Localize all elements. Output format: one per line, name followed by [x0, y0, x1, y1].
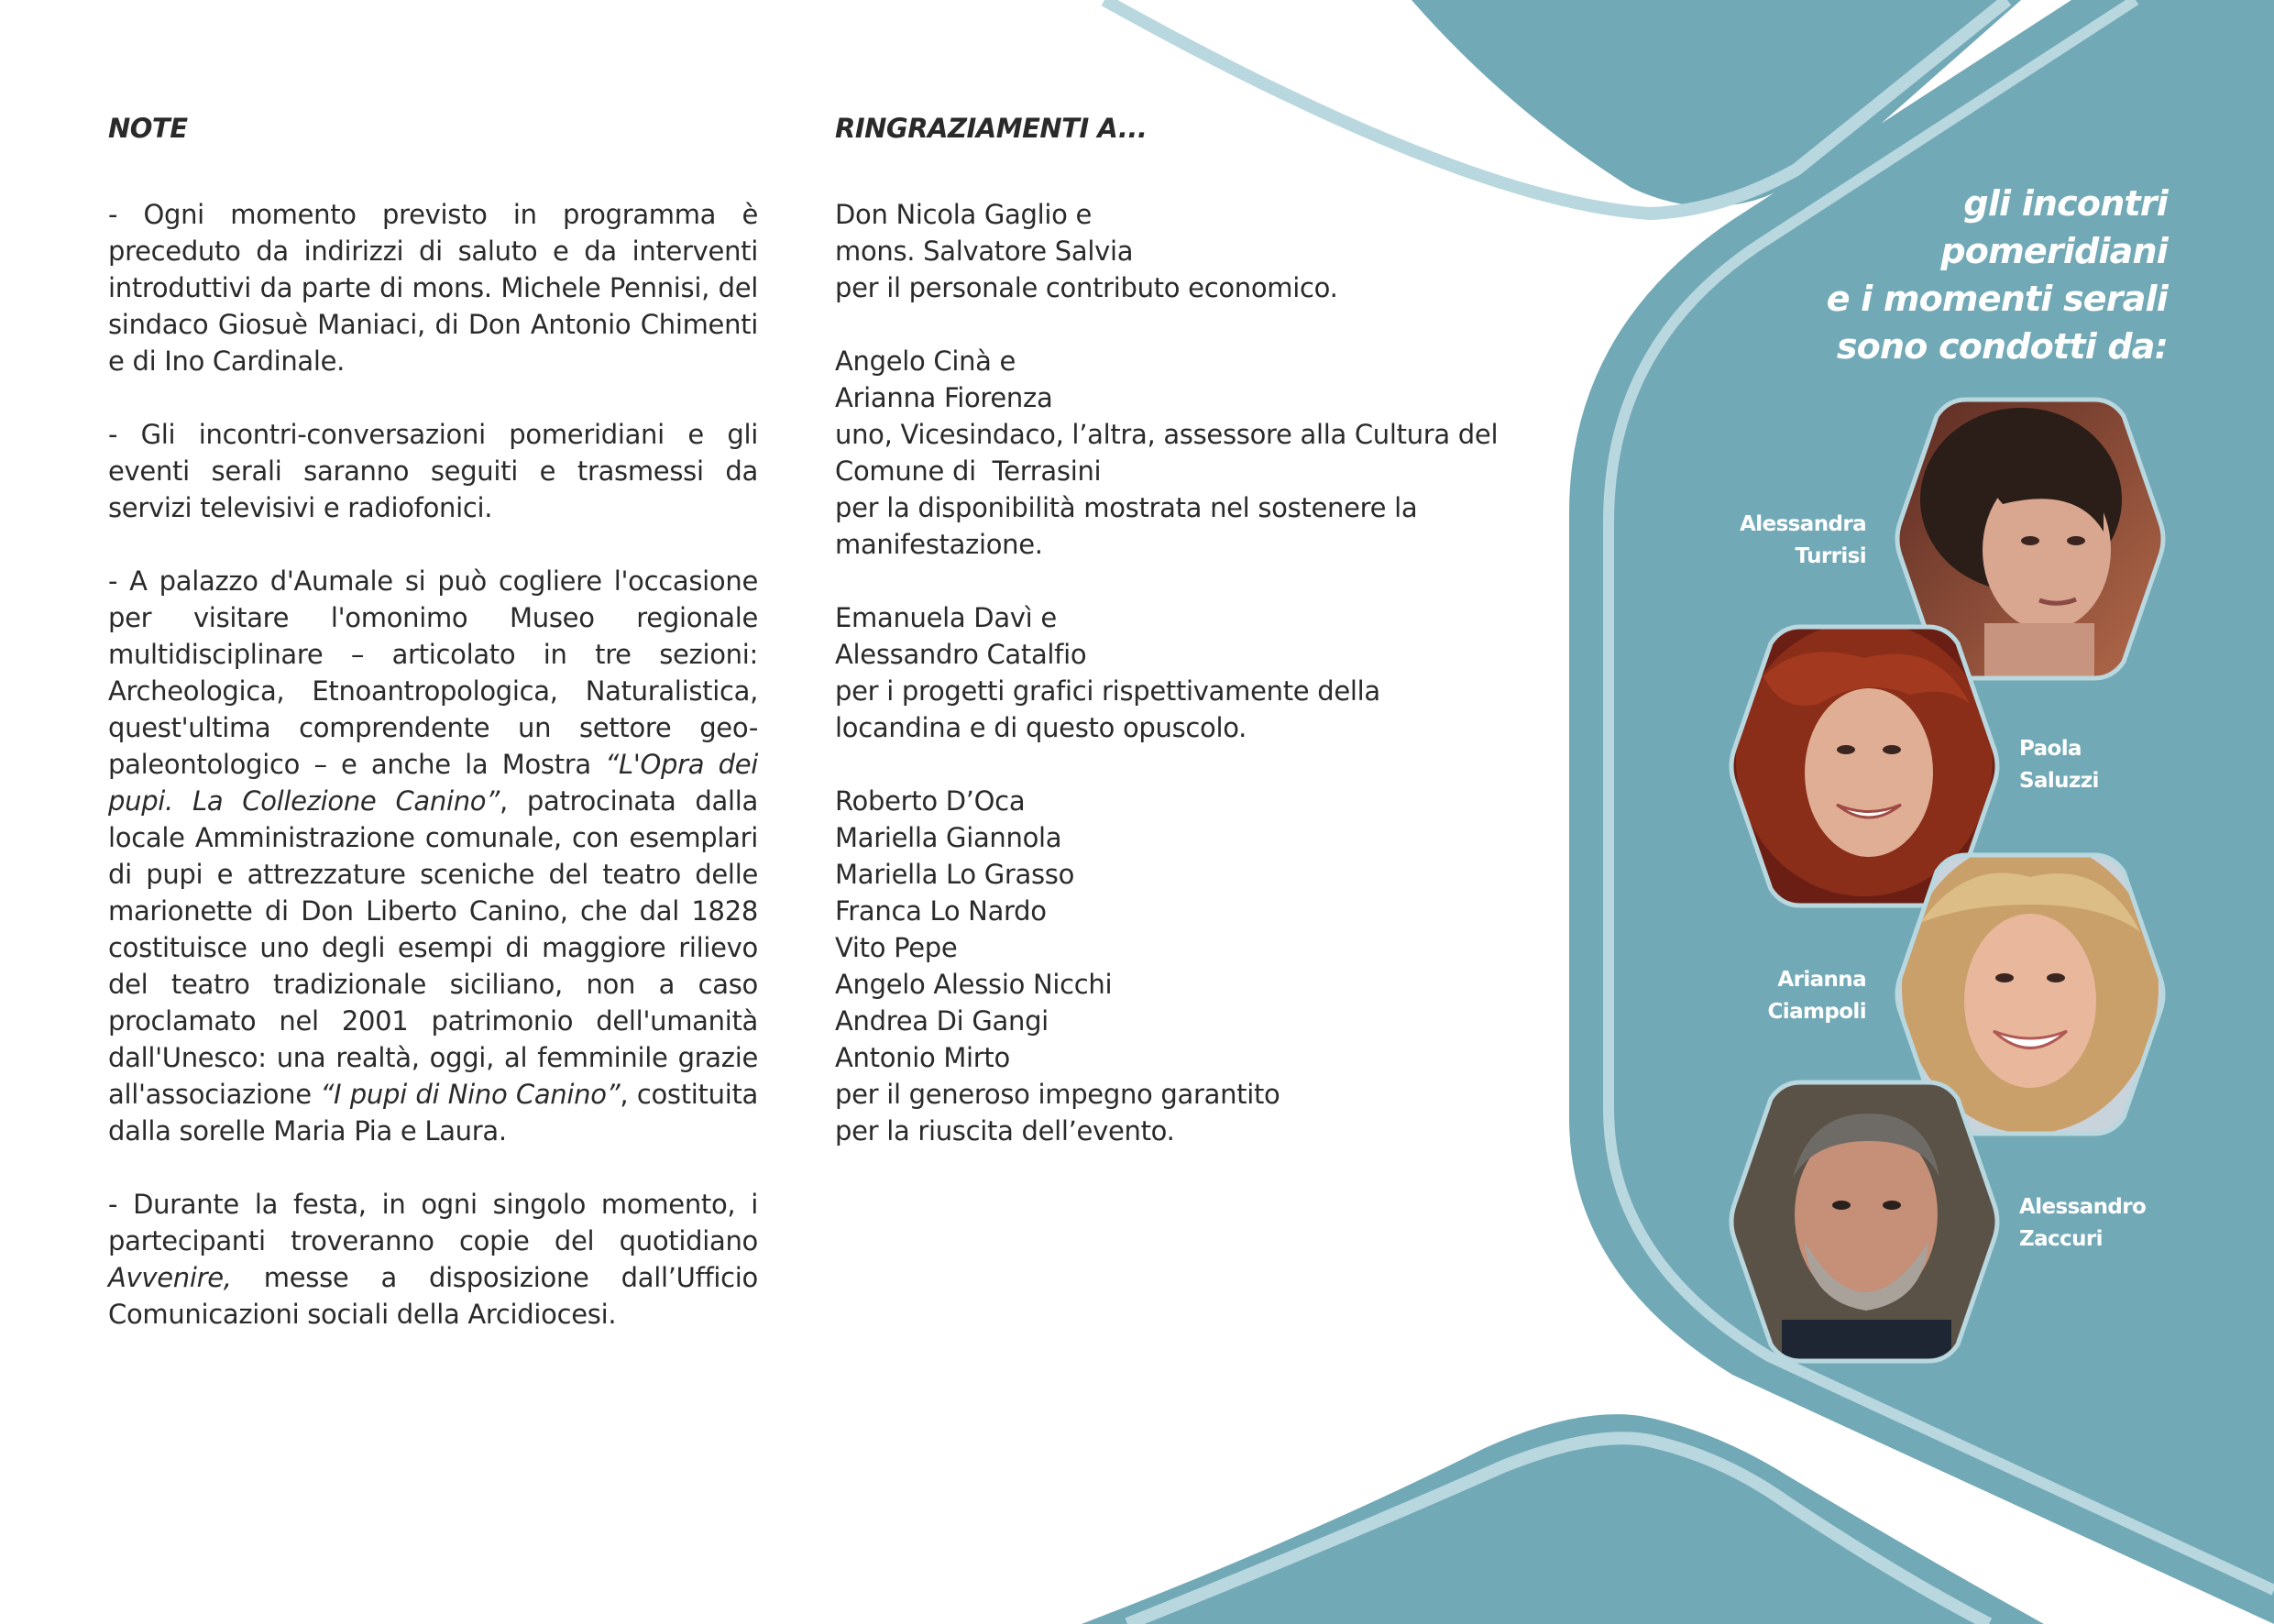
thanks-line: per la riuscita dell’evento.: [835, 1115, 1175, 1147]
thanks-line: mons. Salvatore Salvia: [835, 236, 1134, 267]
thanks-line: manifestazione.: [835, 529, 1043, 560]
thanks-line: Mariella Giannola: [835, 822, 1062, 853]
thanks-line: locandina e di questo opuscolo.: [835, 712, 1247, 743]
host-label-alessandra-turrisi: [1705, 509, 1866, 573]
notes-p3-italic-2: “I pupi di Nino Canino”: [320, 1079, 621, 1110]
thanks-line: Andrea Di Gangi: [835, 1005, 1049, 1037]
thanks-heading: RINGRAZIAMENTI A...: [835, 113, 1148, 144]
host-label-arianna-ciampoli: [1705, 964, 1866, 1028]
host-photo-alessandro-zaccuri: [1727, 1077, 2002, 1366]
host-first-name: Arianna: [1777, 968, 1866, 992]
notes-p3-text-b: , patrocinata dalla locale Amministrazione comunale, con esemplari di pupi e attrezzature sceniche del teatro delle marionette di Don Liberto Canino, che dal 1828 costituisce uno degli esempi di maggiore rilievo del teatro tradizionale siciliano, non a caso proclamato nel 2001 patrimonio dell'umanità dall'Unesco: una realtà, oggi, al femminile grazie all'associazione: [108, 785, 758, 1110]
hosts-title-line: pomeridiani: [1940, 231, 2168, 271]
thanks-line: Emanuela Davì e: [835, 602, 1057, 633]
notes-p4-text-a: - Durante la festa, in ogni singolo momento, i partecipanti troveranno copie del quotidiano: [108, 1189, 758, 1256]
host-last-name: Saluzzi: [2019, 769, 2099, 793]
thanks-line: Arianna Fiorenza: [835, 382, 1053, 413]
notes-column: [108, 106, 758, 1369]
thanks-line: Angelo Cinà e: [835, 346, 1016, 377]
thanks-line: Roberto D’Oca: [835, 785, 1026, 817]
notes-paragraph-1: - Ogni momento previsto in programma è preceduto da indirizzi di saluto e da interventi introduttivi da parte di mons. Michele Pennisi, del sindaco Giosuè Maniaci, di Don Antonio Chimenti e di Ino Cardinale.: [108, 199, 758, 377]
thanks-line: Don Nicola Gaglio e: [835, 199, 1093, 230]
host-first-name: Paola: [2019, 737, 2082, 761]
notes-paragraph-4: [108, 1186, 758, 1333]
thanks-line: uno, Vicesindaco, l’altra, assessore alla Cultura del: [835, 419, 1499, 450]
thanks-block-1: [835, 196, 1495, 306]
notes-p3-text-c: , costituita dalla sorelle Maria Pia e Laura.: [108, 1079, 758, 1147]
hosts-title: [1796, 180, 2168, 370]
host-last-name: Ciampoli: [1767, 1000, 1866, 1024]
thanks-line: Mariella Lo Grasso: [835, 859, 1075, 890]
thanks-line: Vito Pepe: [835, 932, 958, 963]
notes-p3-italic-1: “L'Opra dei pupi. La Collezione Canino”: [108, 749, 758, 817]
notes-p3-text-a: - A palazzo d'Aumale si può cogliere l'occasione per visitare l'omonimo Museo regionale multidisciplinare – articolato in tre sezioni: Archeologica, Etnoantropologica, Naturalistica, quest'ultima comprendente un settore geo-paleontologico – e anche la Mostra: [108, 565, 758, 780]
notes-paragraph-2: - Gli incontri-conversazioni pomeridiani e gli eventi serali saranno seguiti e trasmessi da servizi televisivi e radiofonici.: [108, 419, 758, 523]
thanks-line: per la disponibilità mostrata nel sostenere la: [835, 492, 1418, 523]
hosts-title-line: sono condotti da:: [1836, 326, 2168, 367]
thanks-line: Angelo Alessio Nicchi: [835, 969, 1113, 1000]
thanks-column: [835, 106, 1499, 1186]
thanks-block-2: [835, 343, 1499, 563]
thanks-line: per i progetti grafici rispettivamente della: [835, 675, 1380, 707]
thanks-line: per il personale contributo economico.: [835, 272, 1338, 303]
thanks-block-3: [835, 599, 1495, 746]
host-last-name: Zaccuri: [2019, 1227, 2103, 1251]
host-last-name: Turrisi: [1795, 544, 1866, 568]
hosts-title-line: e i momenti serali: [1826, 279, 2168, 319]
thanks-line: Alessandro Catalfio: [835, 639, 1087, 670]
hosts-title-line: gli incontri: [1963, 183, 2168, 224]
host-label-alessandro-zaccuri: [2019, 1191, 2175, 1256]
notes-heading: NOTE: [108, 113, 188, 144]
thanks-line: Comune di Terrasini: [835, 455, 1102, 487]
thanks-line: per il generoso impegno garantito: [835, 1079, 1280, 1110]
thanks-block-4: [835, 783, 1495, 1149]
notes-p4-text-b: messe a disposizione dall’Ufficio Comunicazioni sociali della Arcidiocesi.: [108, 1262, 758, 1330]
host-first-name: Alessandro: [2019, 1195, 2147, 1219]
thanks-line: Franca Lo Nardo: [835, 895, 1047, 927]
thanks-line: Antonio Mirto: [835, 1042, 1010, 1073]
notes-paragraph-3: [108, 563, 758, 1149]
host-first-name: Alessandra: [1740, 512, 1866, 536]
notes-p4-italic: Avvenire,: [108, 1262, 232, 1293]
host-label-paola-saluzzi: [2019, 733, 2157, 797]
